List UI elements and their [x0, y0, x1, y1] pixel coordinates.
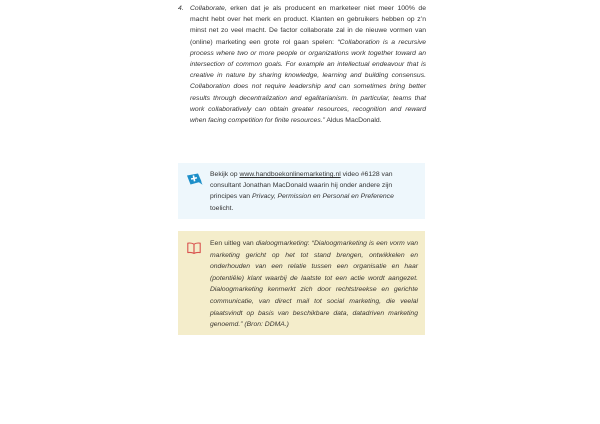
list-number: 4.	[178, 5, 184, 12]
quote-attribution: Aldus MacDonald.	[324, 117, 382, 125]
macdonald-quote: “Collaboration is a recursive process where two or more people or organizations work together toward an intersection of common goals. For example an intellectual endeavour that is creative in nature by sharing knowledge, learning and building consensus. Collaboration does not require leadership and can sometimes bring better results through decentralization and egalitarianism. In particular, teams that work collaboratively can obtain greater resources, recognition and reward when facing competition for finite resources.”	[190, 38, 427, 125]
list-intro: , erken dat je als producent en marketeer niet meer 100% de macht hebt over het merk en product. Klanten en gebruikers hebben op z’n minst net zo veel macht. De factor collaborate zal in de nieuwe vormen van (online) marketing een grote rol gaan spelen:	[190, 5, 426, 46]
video-plus-icon	[186, 173, 203, 186]
definition-term: dialoogmarketing	[255, 240, 308, 247]
list-item-collaborate	[178, 3, 426, 126]
video-text-end: toelicht.	[210, 204, 234, 212]
website-link[interactable]: www.handboekonlinemarketing.nl	[239, 171, 341, 178]
video-text-before: Bekijk op	[210, 171, 240, 178]
video-callout-text	[210, 169, 418, 214]
definition-quote: “Dialoogmarketing is een vorm van marketing gericht op het tot stand brengen, ontwikkelen en onderhouden van een relatie tussen een organisatie en haar (potentiële) klant waarbij de laatste tot een actie wordt aangezet. Dialoogmarketing kenmerkt zich door rechtstreekse en gerichte communicatie, van direct mail tot social marketing, die veelal plaatsvindt op basis van beschikbare data, datadriven marketing genoemd.”	[210, 240, 418, 329]
term-collaborate: Collaborate	[190, 5, 225, 12]
definition-source: (Bron: DDMA.)	[242, 321, 289, 329]
definition-prefix: Een uitleg van	[210, 240, 256, 247]
video-text-after: video #6128 van consultant Jonathan MacDonald waarin hij onder andere zijn principes van	[210, 171, 393, 201]
book-icon	[187, 242, 201, 254]
video-callout	[178, 163, 425, 219]
definition-colon: :	[307, 240, 312, 247]
video-topics: Privacy, Permission en Personal en Preference	[251, 193, 394, 201]
definition-text	[210, 238, 418, 331]
definition-callout	[178, 231, 425, 335]
list-item-text	[190, 3, 426, 126]
